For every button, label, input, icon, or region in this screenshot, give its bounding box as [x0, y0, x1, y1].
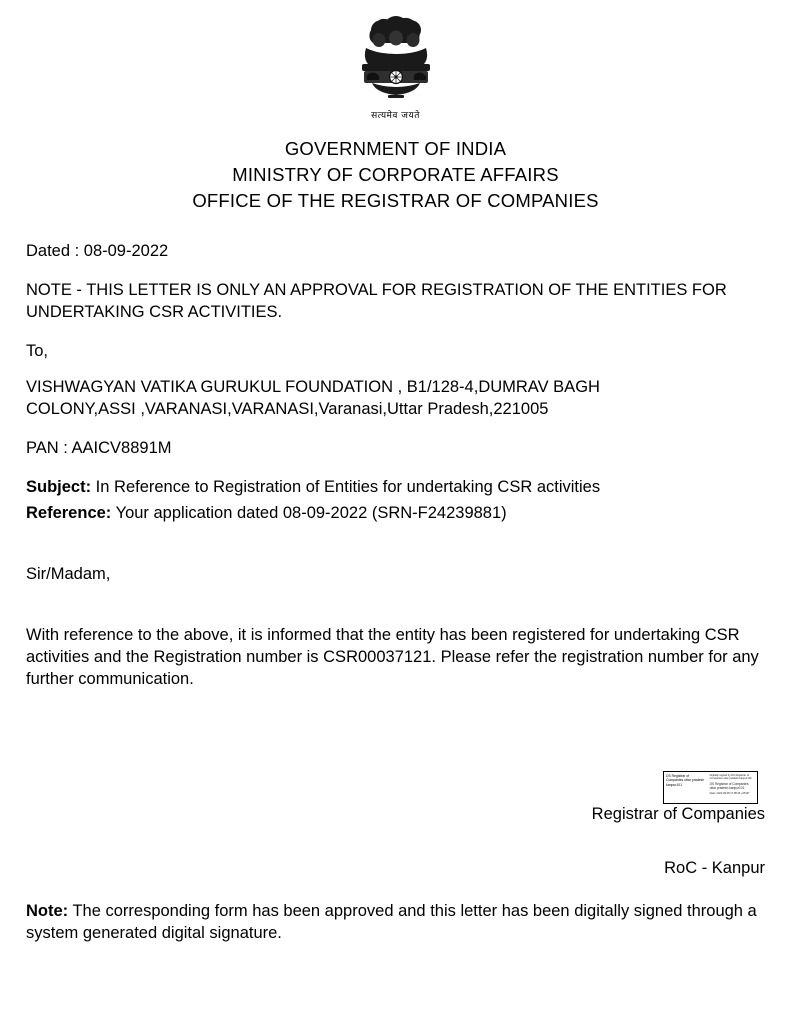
signature-stamp-name: DS Registrar of Companies uttar pradesh kanpur101 — [709, 782, 749, 791]
signature-stamp-right — [709, 772, 757, 803]
signature-block — [26, 803, 765, 879]
letterhead — [26, 136, 765, 214]
digital-signature-stamp — [663, 771, 758, 804]
to-label: To, — [26, 342, 49, 360]
signatory-designation: Registrar of Companies — [591, 805, 765, 823]
salutation: Sir/Madam, — [26, 565, 111, 583]
signature-stamp-signed-by: Digitally signed by DS Registrar of Companies uttar pradesh kanpur101 — [709, 774, 752, 781]
footer-note-label: Note: — [26, 902, 69, 920]
subject-text: In Reference to Registration of Entities for undertaking CSR activities — [91, 478, 601, 496]
letter-body — [26, 240, 765, 690]
letter-date: Dated : 08-09-2022 — [26, 242, 169, 260]
addressee-line-2: COLONY,ASSI ,VARANASI,VARANASI,Varanasi,Uttar Pradesh,221005 — [26, 400, 549, 418]
header-line-office: OFFICE OF THE REGISTRAR OF COMPANIES — [192, 190, 599, 211]
footer-note — [26, 900, 765, 944]
reference-line — [26, 502, 765, 524]
footer-note-text: The corresponding form has been approved and this letter has been digitally signed through a system generated digital signature. — [26, 902, 757, 942]
body-paragraph: With reference to the above, it is informed that the entity has been registered for undertaking CSR activities and the Registration number is CSR00037121. Please refer the registration number for any further communication. — [26, 626, 759, 688]
reference-label: Reference: — [26, 504, 112, 522]
approval-note: NOTE - THIS LETTER IS ONLY AN APPROVAL FOR REGISTRATION OF THE ENTITIES FOR UNDERTAKING CSR ACTIVITIES. — [26, 281, 727, 321]
spacer-2 — [26, 602, 765, 624]
header-line-government: GOVERNMENT OF INDIA — [284, 138, 507, 159]
addressee-block — [26, 376, 765, 420]
signature-stamp-date: Date: 2022.09.08 17:08:24 +05'30' — [709, 792, 750, 796]
signature-stamp-left-text: DS Registrar of Companies uttar pradesh kanpur101 — [666, 774, 705, 787]
header-line-ministry: MINISTRY OF CORPORATE AFFAIRS — [232, 164, 559, 185]
spacer — [26, 541, 765, 563]
india-national-emblem-icon — [344, 14, 448, 122]
subject-label: Subject: — [26, 478, 92, 496]
signatory-office: RoC - Kanpur — [664, 859, 765, 877]
reference-text: Your application dated 08-09-2022 (SRN-F24239881) — [111, 504, 507, 522]
pan-number: PAN : AAICV8891M — [26, 439, 172, 457]
emblem-container — [26, 0, 765, 122]
subject-line — [26, 476, 765, 498]
addressee-line-1: VISHWAGYAN VATIKA GURUKUL FOUNDATION , B1/128-4,DUMRAV BAGH — [26, 378, 600, 396]
emblem-motto: सत्यमेव जयते — [371, 111, 420, 121]
